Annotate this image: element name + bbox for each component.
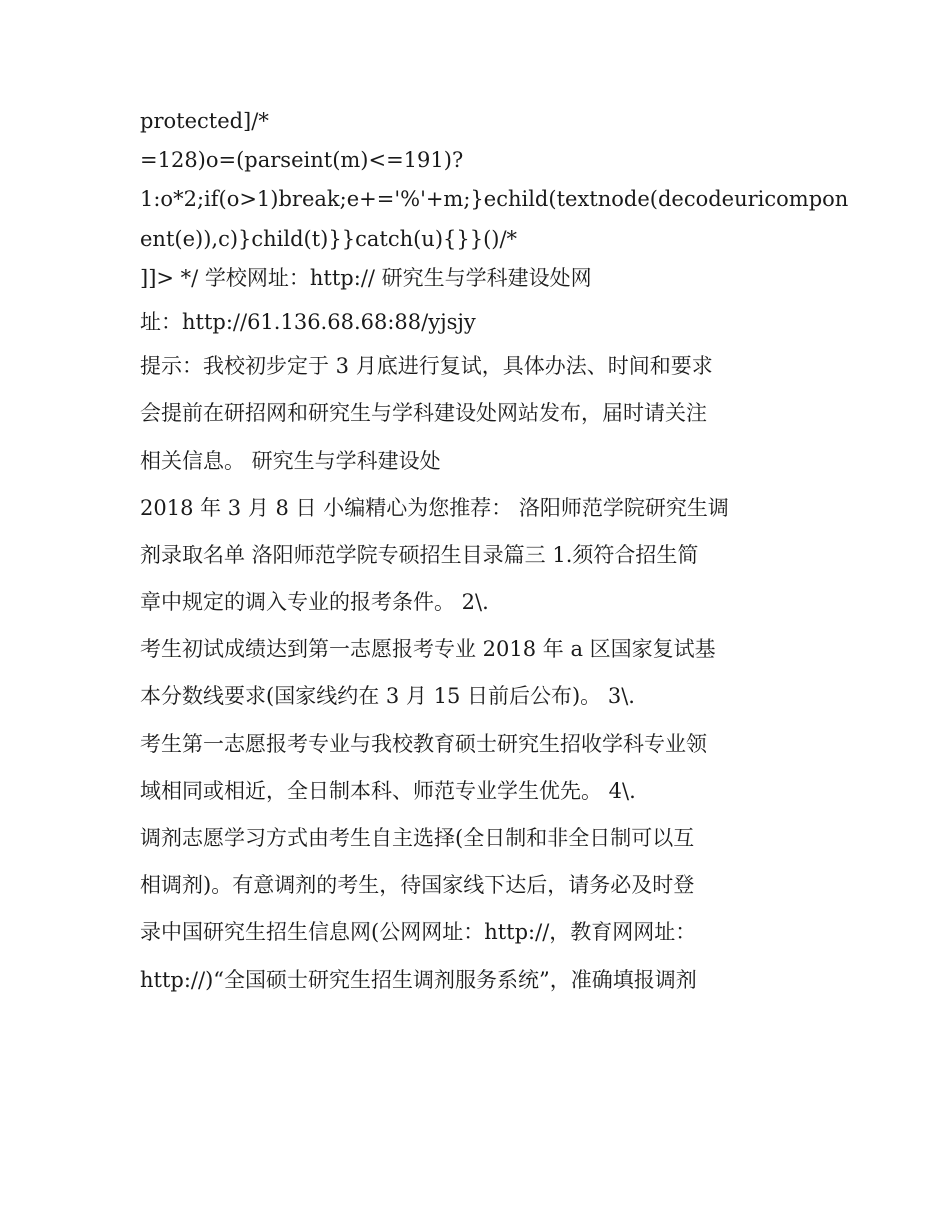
text-line: 1:o*2;if(o>1)break;e+='%'+m;}echild(textnode(decodeuricompon bbox=[140, 187, 849, 212]
text-line: 会提前在研招网和研究生与学科建设处网站发布，届时请关注 bbox=[140, 401, 707, 426]
text-line: 2018 年 3 月 8 日 小编精心为您推荐： 洛阳师范学院研究生调 bbox=[140, 495, 729, 520]
text-line: ent(e)),c)}child(t)}}catch(u){}}()/* bbox=[140, 226, 518, 251]
text-line: =128)o=(parseint(m)<=191)? bbox=[140, 148, 464, 173]
text-line: 域相同或相近，全日制本科、师范专业学生优先。 4\. bbox=[140, 778, 636, 803]
text-line: protected]/* bbox=[140, 109, 269, 133]
text-line: 提示：我校初步定于 3 月底进行复试，具体办法、时间和要求 bbox=[140, 354, 713, 379]
text-line: 考生初试成绩达到第一志愿报考专业 2018 年 a 区国家复试基 bbox=[140, 637, 716, 662]
text-line: 录中国研究生招生信息网(公网网址：http://，教育网网址： bbox=[140, 920, 697, 945]
text-line: 章中规定的调入专业的报考条件。 2\. bbox=[140, 590, 489, 615]
text-line: ]]> */ 学校网址：http:// 研究生与学科建设处网 bbox=[140, 265, 592, 290]
text-line: 相关信息。 研究生与学科建设处 bbox=[140, 448, 441, 473]
text-line: 调剂志愿学习方式由考生自主选择(全日制和非全日制可以互 bbox=[140, 826, 695, 850]
document-body bbox=[140, 109, 849, 1015]
text-line: 剂录取名单 洛阳师范学院专硕招生目录篇三 1.须符合招生简 bbox=[140, 542, 699, 567]
text-line: http://)“全国硕士研究生招生调剂服务系统”，准确填报调剂 bbox=[140, 967, 697, 992]
text-line: 本分数线要求(国家线约在 3 月 15 日前后公布)。 3\. bbox=[140, 684, 635, 709]
text-line: 址：http://61.136.68.68:88/yjsjy bbox=[140, 309, 476, 334]
text-line: 考生第一志愿报考专业与我校教育硕士研究生招收学科专业领 bbox=[140, 731, 707, 756]
text-line: 相调剂)。有意调剂的考生，待国家线下达后，请务必及时登 bbox=[140, 873, 695, 898]
